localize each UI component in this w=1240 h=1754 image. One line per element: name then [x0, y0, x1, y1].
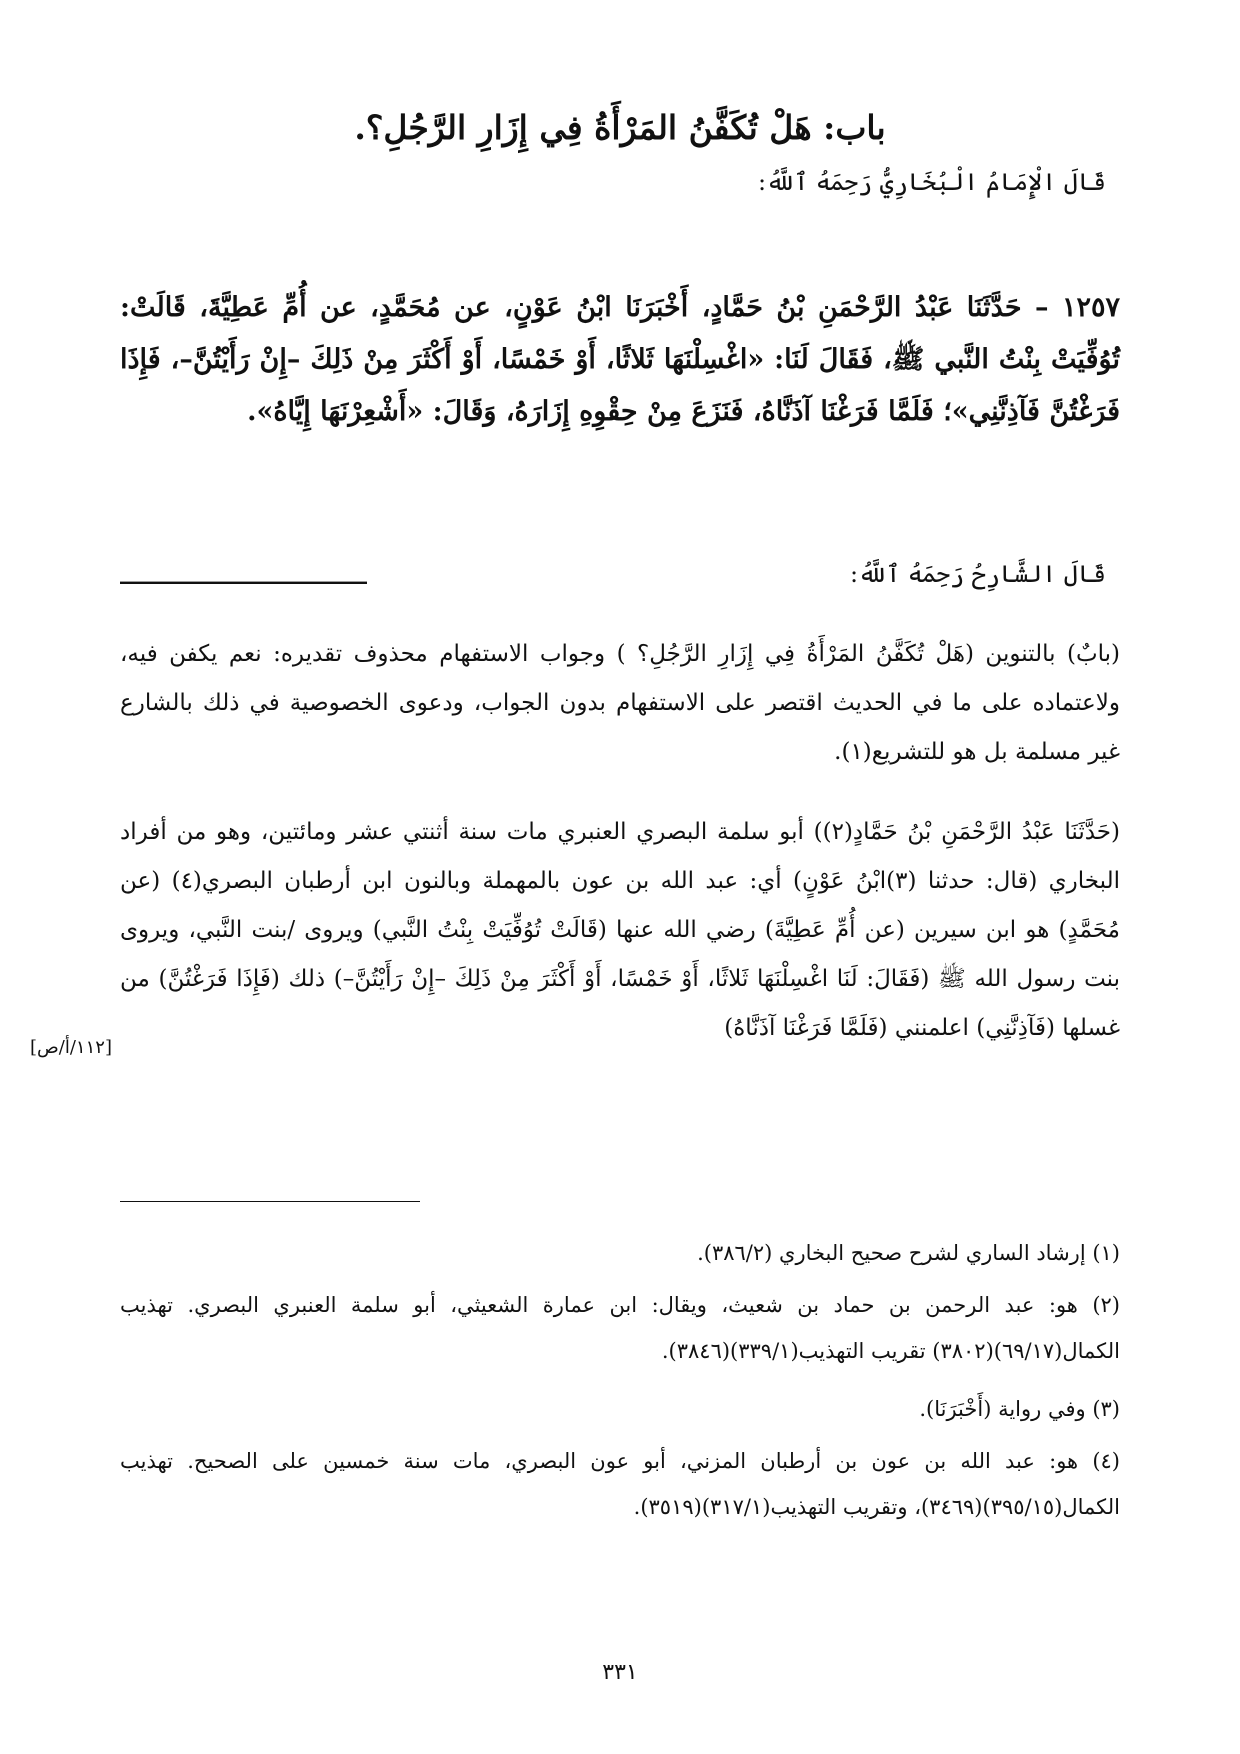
footnotes-list — [120, 1230, 1120, 1536]
commentary-paragraph-2: (حَدَّثَنَا عَبْدُ الرَّحْمَنِ بْنُ حَمَّادٍ(٢)) أبو سلمة البصري العنبري مات سنة أثنتي عشر ومائتين، وهو من أفراد البخاري (قال: حدثنا (٣)ابْنُ عَوْنٍ) أي: عبد الله بن عون بالمهملة وبالنون ابن أرطبان البصري(٤) (عن مُحَمَّدٍ) هو ابن سيرين (عن أُمِّ عَطِيَّةَ) رضي الله عنها (قَالَتْ تُوُفِّيَتْ بِنْتُ النَّبي) ويروى /بنت النَّبي، ويروى بنت رسول الله ﷺ (فَقَالَ: لَنَا اغْسِلْنَهَا ثَلاثًا، أَوْ خَمْسًا، أَوْ أَكْثَرَ مِنْ ذَلِكَ –إِنْ رَأَيْتُنَّ–) ذلك (فَإِذَا فَرَغْتُنَّ) من غسلها (فَآذِنَّنِي) اعلمنني (فَلَمَّا فَرَغْنَا آذَنَّاهُ) — [120, 819, 1120, 1041]
page-number: ٣٣١ — [602, 1660, 638, 1685]
footnote-divider — [120, 1201, 420, 1202]
footnote-4: (٤) هو: عبد الله بن عون بن أرطبان المزني، أبو عون البصري، مات سنة خمسين على الصحيح. تهذيب الكمال(٣٩٥/١٥)(٣٤٦٩)، وتقريب التهذيب(٣١٧/١)(٣٥١٩). — [120, 1449, 1120, 1519]
chapter-title: باب: هَلْ تُكَفَّنُ المَرْأَةُ فِي إِزَارِ الرَّجُلِ؟. — [354, 108, 886, 147]
footnote-1: (١) إرشاد الساري لشرح صحيح البخاري (٣٨٦/٢). — [697, 1241, 1120, 1265]
sharih-intro: قَالَ الشَّارِحُ رَحِمَهُ ٱللَّهُ: — [850, 560, 1106, 588]
commentary-paragraph-1: (بابٌ) بالتنوين (هَلْ تُكَفَّنُ المَرْأَةُ فِي إِزَارِ الرَّجُلِ؟ ) وجواب الاستفهام محذوف تقديره: نعم يكفن فيه، ولاعتماده على ما في الحديث اقتصر على الاستفهام بدون الجواب، ودعوى الخصوصية في ذلك بالشارع غير مسلمة بل هو للتشريع(١). — [120, 641, 1120, 765]
footnote-3: (٣) وفي رواية (أَخْبَرَنَا). — [919, 1397, 1120, 1421]
imam-intro: قَالَ الْإِمَامُ الْبُخَارِيُّ رَحِمَهُ ٱللَّهُ: — [758, 168, 1106, 196]
manuscript-folio-reference: [١١٢/أ/ص] — [30, 1037, 112, 1058]
footnote-2: (٢) هو: عبد الرحمن بن حماد بن شعيث، ويقال: ابن عمارة الشعيثي، أبو سلمة العنبري البصري. تهذيب الكمال(٦٩/١٧)(٣٨٠٢) تقريب التهذيب(٣٣٩/١)(٣٨٤٦). — [120, 1293, 1120, 1363]
document-page — [30, 0, 1120, 1754]
hadith-text: ١٢٥٧ – حَدَّثَنَا عَبْدُ الرَّحْمَنِ بْنُ حَمَّادٍ، أَخْبَرَنَا ابْنُ عَوْنٍ، عن مُحَمَّدٍ، عن أُمِّ عَطِيَّةَ، قَالَتْ: تُوُفِّيَتْ بِنْتُ النَّبي ﷺ، فَقَالَ لَنَا: «اغْسِلْنَهَا ثَلاثًا، أَوْ خَمْسًا، أَوْ أَكْثَرَ مِنْ ذَلِكَ –إِنْ رَأَيْتُنَّ–، فَإِذَا فَرَغْتُنَّ فَآذِنَّنِي»؛ فَلَمَّا فَرَغْنَا آذَنَّاهُ، فَنَزَعَ مِنْ حِقْوِهِ إِزَارَهُ، وَقَالَ: «أَشْعِرْنَهَا إِيَّاهُ». — [120, 292, 1120, 427]
section-separator: ___________________ — [120, 555, 367, 585]
